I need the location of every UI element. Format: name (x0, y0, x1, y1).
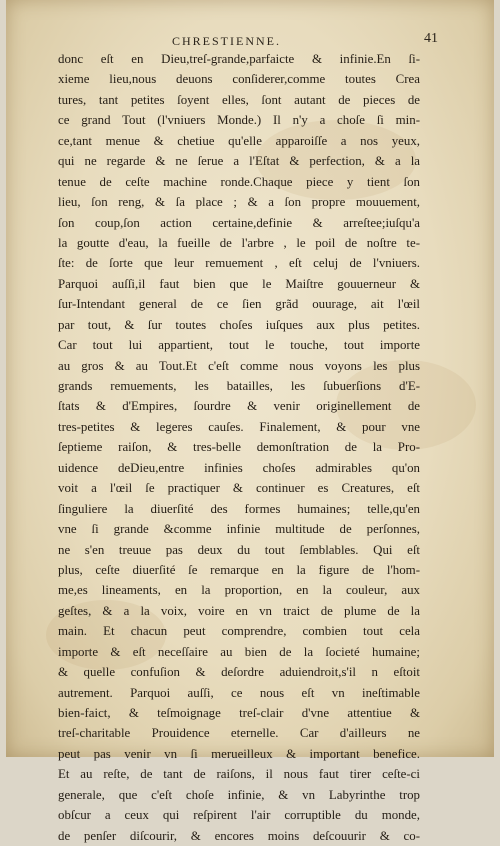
running-title: CHRESTIENNE. (172, 34, 281, 48)
text-line: de penſer diſcourir, & encores moins deſcouurir & co- (58, 828, 420, 843)
text-line: ſtats & d'Empires, ſourdre & venir originellement de (58, 399, 420, 414)
text-line: ce,tant menue & chetiue qu'elle apparoiſſe a nos yeux, (58, 133, 420, 148)
text-line: autrement. Parquoi auſſi, ce nous eſt vn ineſtimable (58, 685, 420, 700)
text-line: Et au reſte, de tant de raiſons, il nous faut tirer ceſte-ci (58, 767, 420, 782)
text-line: xieme lieu,nous deuons conſiderer,comme toutes Crea (58, 72, 420, 87)
text-line: vne ſi grande &comme infinie multitude de perſonnes, (58, 522, 420, 537)
text-line: donc eſt en Dieu,treſ-grande,parfaicte & infinie.En ſi- (58, 52, 420, 66)
text-line: generale, que c'eſt choſe infinie, & vn Labyrinthe trop (58, 787, 420, 802)
text-line: treſ-charitable Prouidence eternelle. Car d'ailleurs ne (58, 726, 420, 741)
text-line: par tout, & ſur toutes choſes iuſques aux plus petites. (58, 317, 420, 332)
text-line: main. Et chacun peut comprendre, combien tout cela (58, 624, 420, 639)
text-line: tres-petites & legeres cauſes. Finalement, & pour vne (58, 419, 420, 434)
body-text (58, 49, 420, 846)
text-line: ſte: de ſorte que leur remuement , eſt celuj de l'vniuers. (58, 256, 420, 271)
text-line: la goutte d'eau, la fueille de l'arbre , le poil de noſtre te- (58, 235, 420, 250)
text-line: obſcur a ceux qui reſpirent l'air corruptible du monde, (58, 808, 420, 823)
text-line: ne s'en treuue pas deux du tout ſemblables. Qui eſt (58, 542, 420, 557)
text-line: ce grand Tout (l'vniuers Monde.) Il n'y a choſe ſi min- (58, 113, 420, 128)
text-line: plus, ceſte diuerſité ſe remarque en la figure de l'hom- (58, 562, 420, 577)
text-line: Parquoi auſſi,il faut bien que le Maiſtre gouuerneur & (58, 276, 420, 291)
text-line: peut pas venir vn ſi merueilleux & important benefice. (58, 746, 420, 761)
running-head (6, 31, 494, 50)
text-line: ſinguliere la diuerſité des formes humaines; telle,qu'en (58, 501, 420, 516)
text-line: voit a l'œil ſe practiquer & continuer es Creatures, eſt (58, 481, 420, 496)
text-line: grands remuements, les batailles, les ſubuerſions d'E- (58, 379, 420, 393)
page-number: 41 (424, 31, 438, 46)
text-line: qui ne regarde & ne ſerue a l'Eſtat & perfection, & a la (58, 154, 420, 169)
book-page (6, 0, 494, 843)
text-line: tenue de ceſte machine ronde.Chaque piece y tient ſon (58, 174, 420, 189)
text-line: Car tout lui appartient, tout le touche, tout importe (58, 338, 420, 353)
text-line: ſur-Intendant general de ce ſien grãd ouurage, ait l'œil (58, 297, 420, 312)
text-line: geſtes, & a la voix, voire en vn traict de plume de la (58, 603, 420, 618)
text-line: uidence deDieu,entre infinies choſes admirables qu'on (58, 460, 420, 475)
text-line: tures, tant petites ſoyent elles, ſont autant de pieces de (58, 92, 420, 107)
text-line: ſeptieme raiſon, & tres-belle demonſtration de la Pro- (58, 440, 420, 455)
text-line: ſon coup,ſon action certaine,definie & arreſtee;iuſqu'a (58, 215, 420, 230)
text-line: bien-faict, & teſmoignage treſ-clair d'vne attentiue & (58, 706, 420, 720)
text-line: & quelle confuſion & deſordre aduiendroit,s'il n eſtoit (58, 665, 420, 680)
text-line: importe & eſt neceſſaire au bien de la ſocieté humaine; (58, 644, 420, 659)
text-line: au gros & au Tout.Et c'eſt comme nous voyons les plus (58, 358, 420, 373)
text-line: lieu, ſon reng, & ſa place ; & a ſon propre mouuement, (58, 195, 420, 210)
text-line: me,es lineaments, en la proportion, en la couleur, aux (58, 583, 420, 598)
